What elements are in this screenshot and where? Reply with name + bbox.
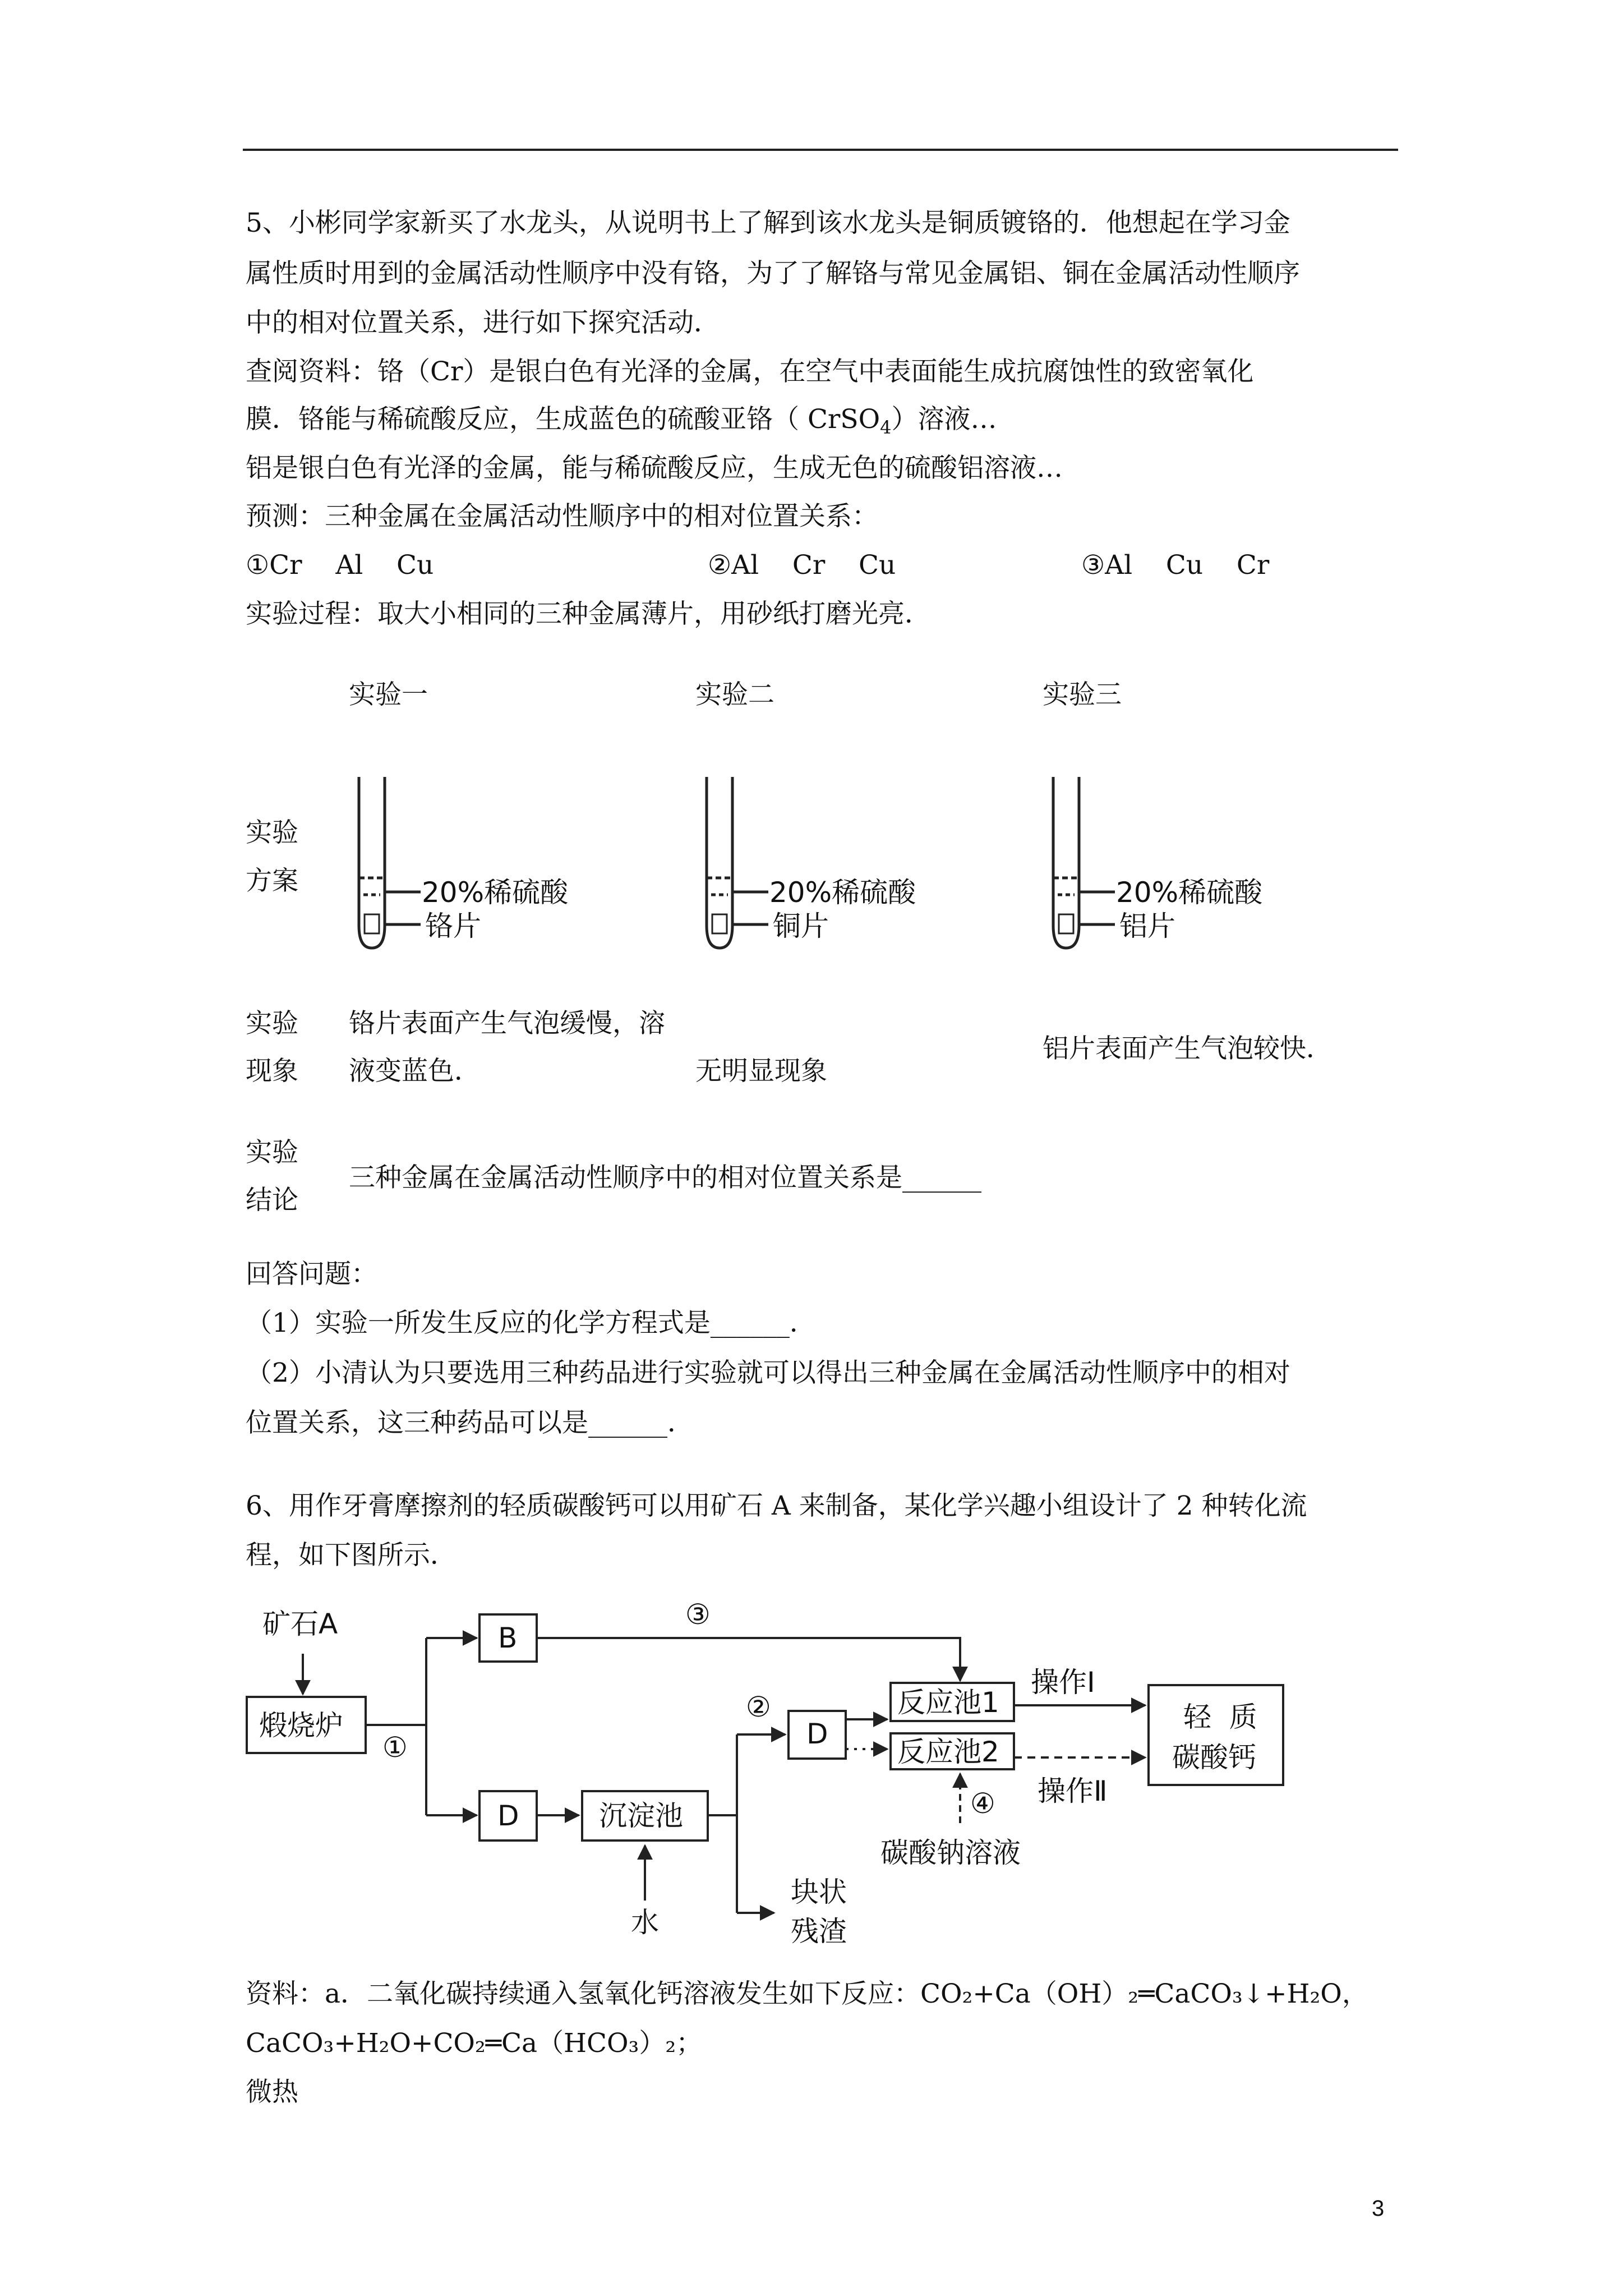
flow-step-3: ③: [685, 1598, 711, 1631]
flow-box-d2: D: [806, 1718, 828, 1750]
flow-step-2: ②: [746, 1691, 771, 1723]
observation-3: 铝片表面产生气泡较快．: [1043, 1033, 1332, 1064]
row-label-conclusion-1: 实验: [246, 1137, 298, 1168]
table-header-exp2: 实验二: [695, 679, 774, 710]
metal-label-2: 铜片: [773, 910, 829, 942]
row-label-plan-2: 方案: [246, 866, 298, 896]
q5-line-2: 属性质时用到的金属活动性顺序中没有铬，为了了解铬与常见金属铝、铜在金属活动性顺序: [246, 258, 1300, 289]
flow-box-d1: D: [497, 1800, 519, 1832]
q5-option-1: ①Cr Al Cu: [246, 550, 434, 581]
sub-question-2a: （2）小清认为只要选用三种药品进行实验就可以得出三种金属在金属活动性顺序中的相对: [246, 1358, 1290, 1388]
flow-residue-1: 块状: [791, 1876, 847, 1908]
metal-label-1: 铬片: [425, 910, 481, 942]
table-header-exp3: 实验三: [1043, 679, 1122, 710]
sub-question-2b: 位置关系，这三种药品可以是______．: [246, 1407, 694, 1438]
q6-info-1: 资料：a．二氧化碳持续通入氢氧化钙溶液发生如下反应：CO₂+Ca（OH）₂═CaCO₃↓+H₂O，: [246, 1978, 1368, 2009]
flow-reactor-1: 反应池1: [897, 1686, 999, 1719]
metal-label-3: 铝片: [1119, 910, 1175, 942]
flow-residue-2: 残渣: [791, 1915, 847, 1948]
test-tube-1: [359, 777, 421, 948]
flow-step-1: ①: [382, 1731, 408, 1764]
acid-label-3: 20%稀硫酸: [1116, 876, 1263, 909]
flowchart: [247, 1614, 1283, 1913]
flow-op1-label: 操作Ⅰ: [1031, 1666, 1095, 1699]
flow-settling-label: 沉淀池: [599, 1800, 683, 1832]
flow-ore-label: 矿石A: [262, 1608, 338, 1640]
observation-2: 无明显现象: [695, 1056, 827, 1087]
flow-soda-label: 碳酸钠溶液: [880, 1837, 1021, 1869]
answer-heading: 回答问题：: [246, 1259, 377, 1290]
row-label-conclusion-2: 结论: [246, 1185, 298, 1216]
q5-line-3: 中的相对位置关系，进行如下探究活动．: [246, 307, 720, 338]
flow-product-2: 碳酸钙: [1172, 1741, 1256, 1774]
table-header-exp1: 实验一: [349, 679, 428, 710]
row-label-observation-2: 现象: [246, 1056, 298, 1087]
q5-process: 实验过程：取大小相同的三种金属薄片，用砂纸打磨光亮．: [246, 599, 931, 629]
flow-water-label: 水: [631, 1906, 659, 1939]
page-number: 3: [1372, 2196, 1385, 2221]
flow-step-4: ④: [970, 1787, 995, 1820]
flow-furnace-label: 煅烧炉: [259, 1709, 343, 1742]
flow-op2-label: 操作Ⅱ: [1038, 1775, 1108, 1807]
observation-1a: 铬片表面产生气泡缓慢，溶: [349, 1008, 665, 1039]
q5-reference-1: 查阅资料：铬（Cr）是银白色有光泽的金属，在空气中表面能生成抗腐蚀性的致密氧化: [246, 356, 1254, 387]
q5-line-1: 5、小彬同学家新买了水龙头，从说明书上了解到该水龙头是铜质镀铬的．他想起在学习金: [246, 208, 1290, 238]
q6-line-2: 程，如下图所示．: [246, 1540, 457, 1571]
q5-option-2: ②Al Cr Cu: [708, 550, 896, 581]
q5-reference-2: 膜．铬能与稀硫酸反应，生成蓝色的硫酸亚铬（ CrSO$_4$）溶液…: [246, 404, 997, 438]
flow-box-b: B: [498, 1622, 518, 1654]
test-tube-3: [1053, 777, 1115, 948]
q5-option-3: ③Al Cu Cr: [1081, 550, 1270, 581]
test-tube-2: [707, 777, 768, 948]
acid-label-2: 20%稀硫酸: [769, 876, 916, 909]
row-label-observation-1: 实验: [246, 1008, 298, 1039]
q6-info-3: 微热: [246, 2077, 298, 2108]
row-label-plan-1: 实验: [246, 817, 298, 848]
q5-prediction: 预测：三种金属在金属活动性顺序中的相对位置关系：: [246, 501, 878, 532]
observation-1b: 液变蓝色．: [349, 1056, 481, 1087]
sub-question-1: （1）实验一所发生反应的化学方程式是______．: [246, 1308, 816, 1338]
q5-reference-3: 铝是银白色有光泽的金属，能与稀硫酸反应，生成无色的硫酸铝溶液…: [246, 453, 1063, 484]
q6-info-2: CaCO₃+H₂O+CO₂═Ca（HCO₃）₂；: [246, 2028, 703, 2059]
flow-reactor-2: 反应池2: [897, 1736, 999, 1768]
flow-product-1: 轻 质: [1183, 1701, 1257, 1733]
q6-line-1: 6、用作牙膏摩擦剂的轻质碳酸钙可以用矿石 A 来制备，某化学兴趣小组设计了 2 种转化流: [246, 1490, 1307, 1521]
acid-label-1: 20%稀硫酸: [422, 876, 569, 909]
conclusion-text: 三种金属在金属活动性顺序中的相对位置关系是______: [349, 1162, 981, 1193]
